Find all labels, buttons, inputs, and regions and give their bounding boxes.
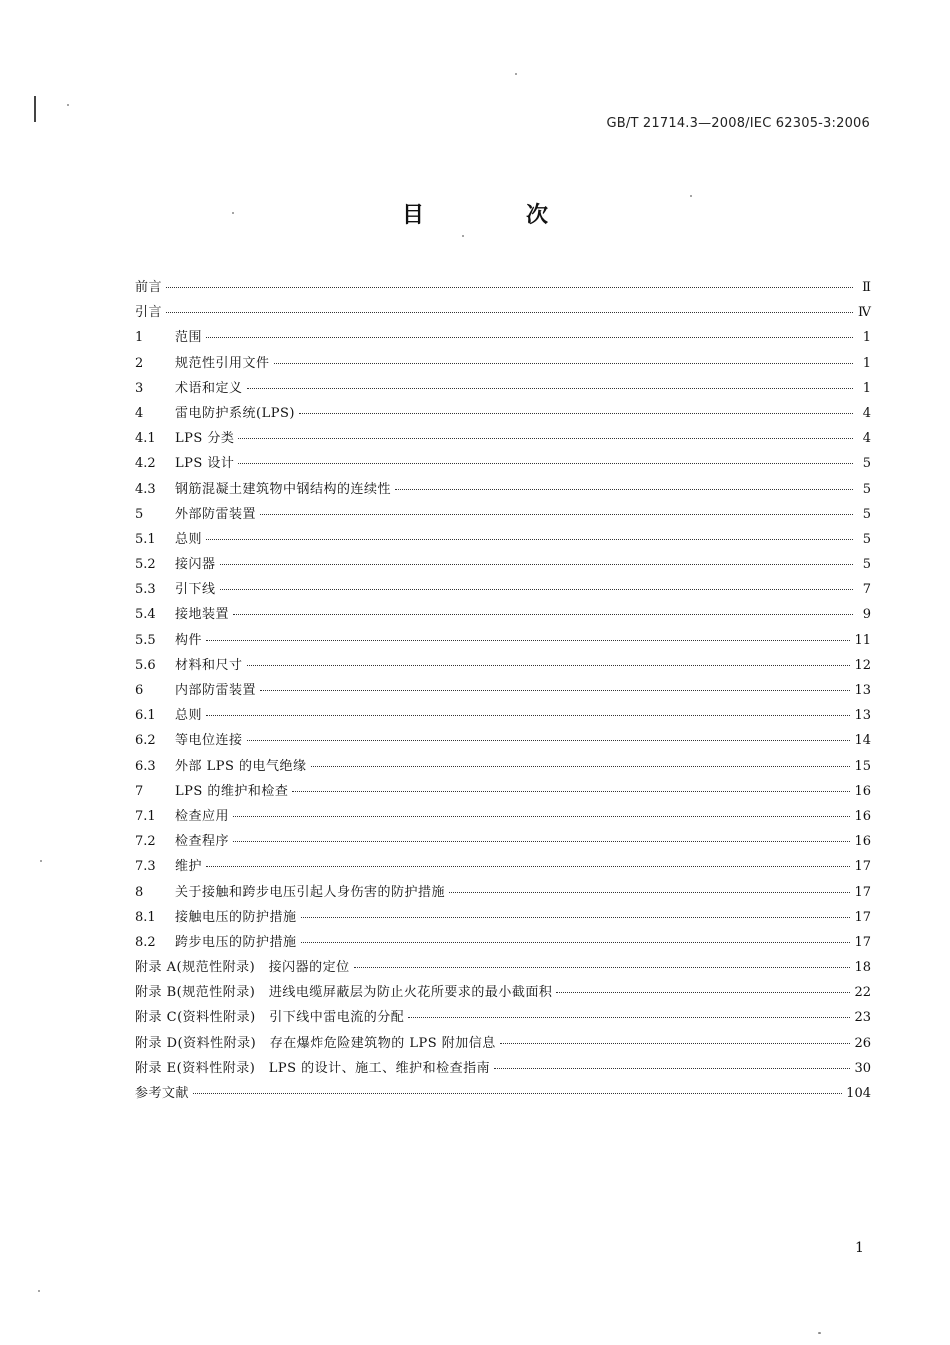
toc-entry[interactable] xyxy=(135,276,871,301)
toc-page-number: 16 xyxy=(854,808,871,824)
toc-entry[interactable] xyxy=(135,326,871,351)
toc-page-number: 12 xyxy=(854,657,871,673)
toc-entry-label: 接地装置 xyxy=(175,607,230,623)
toc-section-number: 6.1 xyxy=(135,708,156,724)
toc-dot-leader xyxy=(311,766,851,767)
toc-dot-leader xyxy=(500,1043,851,1044)
toc-section-number: 3 xyxy=(135,380,144,396)
toc-entry[interactable] xyxy=(135,578,871,603)
toc-entry[interactable] xyxy=(135,881,871,906)
toc-entry-label: 附录 C(资料性附录) 引下线中雷电流的分配 xyxy=(135,1010,405,1026)
toc-dot-leader xyxy=(238,438,853,439)
toc-dot-leader xyxy=(301,917,851,918)
toc-entry[interactable] xyxy=(135,1082,871,1107)
toc-page-number: 1 xyxy=(862,355,871,371)
toc-section-number: 5.6 xyxy=(135,657,156,673)
toc-section-number: 4 xyxy=(135,405,144,421)
toc-page-number: 5 xyxy=(862,481,871,497)
toc-page-number: 5 xyxy=(862,506,871,522)
toc-entry-label: 检查程序 xyxy=(175,834,230,850)
toc-dot-leader xyxy=(206,866,850,867)
toc-dot-leader xyxy=(274,363,853,364)
toc-entry-label: 参考文献 xyxy=(135,1086,190,1101)
scan-speck xyxy=(818,1332,821,1334)
toc-entry-label: 总则 xyxy=(175,531,203,547)
toc-entry[interactable] xyxy=(135,301,871,326)
toc-entry-label: 附录 D(资料性附录) 存在爆炸危险建筑物的 LPS 附加信息 xyxy=(135,1035,496,1051)
toc-dot-leader xyxy=(260,690,850,691)
toc-dot-leader xyxy=(299,413,853,414)
toc-entry[interactable] xyxy=(135,704,871,729)
toc-dot-leader xyxy=(166,312,853,313)
toc-section-number: 8.1 xyxy=(135,909,156,925)
toc-entry[interactable] xyxy=(135,679,871,704)
toc-page-number: 11 xyxy=(854,632,871,648)
scan-speck xyxy=(67,104,69,106)
toc-page-number: 17 xyxy=(854,934,871,950)
toc-dot-leader xyxy=(220,589,853,590)
toc-page-number: 18 xyxy=(854,960,871,976)
toc-section-number: 8 xyxy=(135,884,144,900)
toc-entry-label: 钢筋混凝土建筑物中钢结构的连续性 xyxy=(175,481,392,497)
toc-entry-label: 附录 E(资料性附录) LPS 的设计、施工、维护和检查指南 xyxy=(135,1060,491,1076)
toc-dot-leader xyxy=(301,942,851,943)
toc-dot-leader xyxy=(247,665,851,666)
toc-entry-label: 前言 xyxy=(135,280,163,295)
toc-section-number: 4.2 xyxy=(135,456,156,472)
toc-entry[interactable] xyxy=(135,377,871,402)
toc-entry[interactable] xyxy=(135,603,871,628)
toc-page-number: 4 xyxy=(862,431,871,447)
toc-entry-label: 检查应用 xyxy=(175,808,230,824)
toc-entry[interactable] xyxy=(135,352,871,377)
toc-entry-label: 跨步电压的防护措施 xyxy=(175,934,297,950)
toc-dot-leader xyxy=(354,967,851,968)
toc-page-number: Ⅱ xyxy=(862,280,871,295)
toc-entry-label: 构件 xyxy=(175,632,203,648)
toc-dot-leader xyxy=(395,489,853,490)
toc-dot-leader xyxy=(408,1017,850,1018)
toc-entry[interactable] xyxy=(135,981,871,1006)
toc-page-number: 30 xyxy=(854,1060,871,1076)
toc-dot-leader xyxy=(206,539,853,540)
toc-page-number: 7 xyxy=(862,582,871,598)
toc-entry[interactable] xyxy=(135,855,871,880)
toc-dot-leader xyxy=(449,892,850,893)
toc-title: 目 次 xyxy=(401,203,588,228)
toc-page-number: 5 xyxy=(862,557,871,573)
toc-entry[interactable] xyxy=(135,452,871,477)
toc-dot-leader xyxy=(260,514,853,515)
toc-page-number: 13 xyxy=(854,708,871,724)
toc-entry-label: LPS 的维护和检查 xyxy=(175,783,289,799)
toc-entry[interactable] xyxy=(135,1057,871,1082)
table-of-contents xyxy=(135,276,871,1107)
toc-entry-label: 术语和定义 xyxy=(175,380,243,396)
toc-dot-leader xyxy=(206,715,850,716)
toc-dot-leader xyxy=(247,740,851,741)
toc-section-number: 7.1 xyxy=(135,808,156,824)
toc-section-number: 5.5 xyxy=(135,632,156,648)
toc-dot-leader xyxy=(494,1068,850,1069)
toc-dot-leader xyxy=(166,287,853,288)
toc-dot-leader xyxy=(193,1093,842,1094)
toc-page-number: 1 xyxy=(862,330,871,346)
toc-entry[interactable] xyxy=(135,478,871,503)
toc-entry-label: 引下线 xyxy=(175,582,216,598)
toc-page-number: 16 xyxy=(854,783,871,799)
scan-speck xyxy=(40,860,42,862)
toc-dot-leader xyxy=(206,337,853,338)
toc-section-number: 5.1 xyxy=(135,531,156,547)
toc-entry[interactable] xyxy=(135,830,871,855)
toc-page-number: 17 xyxy=(854,909,871,925)
toc-dot-leader xyxy=(233,816,850,817)
scan-speck xyxy=(462,235,464,237)
toc-section-number: 4.3 xyxy=(135,481,156,497)
toc-section-number: 5.4 xyxy=(135,607,156,623)
toc-entry-label: 雷电防护系统(LPS) xyxy=(175,405,295,421)
toc-entry-label: 等电位连接 xyxy=(175,733,243,749)
toc-dot-leader xyxy=(238,463,853,464)
toc-section-number: 4.1 xyxy=(135,431,156,447)
toc-page-number: 9 xyxy=(862,607,871,623)
toc-page-number: 1 xyxy=(862,380,871,396)
scan-speck xyxy=(690,195,692,197)
toc-dot-leader xyxy=(556,992,850,993)
toc-dot-leader xyxy=(292,791,850,792)
toc-dot-leader xyxy=(233,841,850,842)
toc-page-number: 15 xyxy=(854,758,871,774)
scan-speck xyxy=(515,73,517,75)
toc-entry-label: 外部防雷装置 xyxy=(175,506,257,522)
toc-entry[interactable] xyxy=(135,906,871,931)
toc-page-number: 5 xyxy=(862,456,871,472)
toc-section-number: 5 xyxy=(135,506,144,522)
toc-entry-label: 总则 xyxy=(175,708,203,724)
toc-page-number: 14 xyxy=(854,733,871,749)
toc-section-number: 6.2 xyxy=(135,733,156,749)
toc-section-number: 6.3 xyxy=(135,758,156,774)
toc-page-number: 13 xyxy=(854,683,871,698)
toc-dot-leader xyxy=(233,614,853,615)
toc-entry-label: 维护 xyxy=(175,859,203,875)
toc-section-number: 7.3 xyxy=(135,859,156,875)
toc-page-number: 26 xyxy=(854,1035,871,1051)
toc-page-number: 104 xyxy=(846,1086,871,1101)
toc-page-number: 22 xyxy=(854,985,871,1001)
toc-entry[interactable] xyxy=(135,553,871,578)
page-number: 1 xyxy=(855,1240,864,1256)
toc-entry[interactable] xyxy=(135,654,871,679)
toc-entry[interactable] xyxy=(135,755,871,780)
toc-entry[interactable] xyxy=(135,1032,871,1057)
toc-section-number: 7.2 xyxy=(135,834,156,850)
toc-page-number: 16 xyxy=(854,834,871,850)
toc-section-number: 2 xyxy=(135,355,144,371)
toc-entry[interactable] xyxy=(135,780,871,805)
toc-section-number: 1 xyxy=(135,330,144,346)
toc-dot-leader xyxy=(220,564,853,565)
toc-section-number: 5.2 xyxy=(135,557,156,573)
standard-code-header: GB/T 21714.3—2008/IEC 62305-3:2006 xyxy=(606,116,870,131)
toc-page-number: 17 xyxy=(854,884,871,900)
toc-page-number: 23 xyxy=(854,1010,871,1026)
toc-entry[interactable] xyxy=(135,427,871,452)
toc-entry[interactable] xyxy=(135,1006,871,1031)
toc-entry-label: 外部 LPS 的电气绝缘 xyxy=(175,758,307,774)
toc-entry-label: 关于接触和跨步电压引起人身伤害的防护措施 xyxy=(175,884,446,900)
toc-entry-label: LPS 设计 xyxy=(175,456,235,472)
toc-entry-label: 材料和尺寸 xyxy=(175,657,243,673)
toc-entry-label: 附录 A(规范性附录) 接闪器的定位 xyxy=(135,960,350,976)
toc-entry-label: 接触电压的防护措施 xyxy=(175,909,297,925)
toc-entry[interactable] xyxy=(135,503,871,528)
scan-speck xyxy=(38,1290,40,1292)
toc-page-number: 4 xyxy=(862,405,871,421)
toc-entry-label: 范围 xyxy=(175,330,203,346)
toc-dot-leader xyxy=(206,640,850,641)
toc-section-number: 5.3 xyxy=(135,582,156,598)
toc-entry[interactable] xyxy=(135,729,871,754)
toc-entry-label: 内部防雷装置 xyxy=(175,683,257,698)
toc-entry-label: LPS 分类 xyxy=(175,431,235,447)
toc-dot-leader xyxy=(247,388,853,389)
toc-entry[interactable] xyxy=(135,805,871,830)
toc-page-number: Ⅳ xyxy=(858,305,871,321)
toc-section-number: 7 xyxy=(135,783,144,799)
toc-entry[interactable] xyxy=(135,528,871,553)
toc-section-number: 6 xyxy=(135,683,144,698)
toc-page-number: 5 xyxy=(862,531,871,547)
toc-page-number: 17 xyxy=(854,859,871,875)
toc-section-number: 8.2 xyxy=(135,934,156,950)
toc-entry-label: 引言 xyxy=(135,305,163,321)
toc-entry-label: 附录 B(规范性附录) 进线电缆屏蔽层为防止火花所要求的最小截面积 xyxy=(135,985,553,1001)
toc-entry[interactable] xyxy=(135,931,871,956)
toc-entry-label: 接闪器 xyxy=(175,557,216,573)
toc-entry[interactable] xyxy=(135,402,871,427)
scan-edge-mark xyxy=(34,96,36,122)
toc-entry[interactable] xyxy=(135,956,871,981)
toc-entry[interactable] xyxy=(135,629,871,654)
toc-entry-label: 规范性引用文件 xyxy=(175,355,270,371)
